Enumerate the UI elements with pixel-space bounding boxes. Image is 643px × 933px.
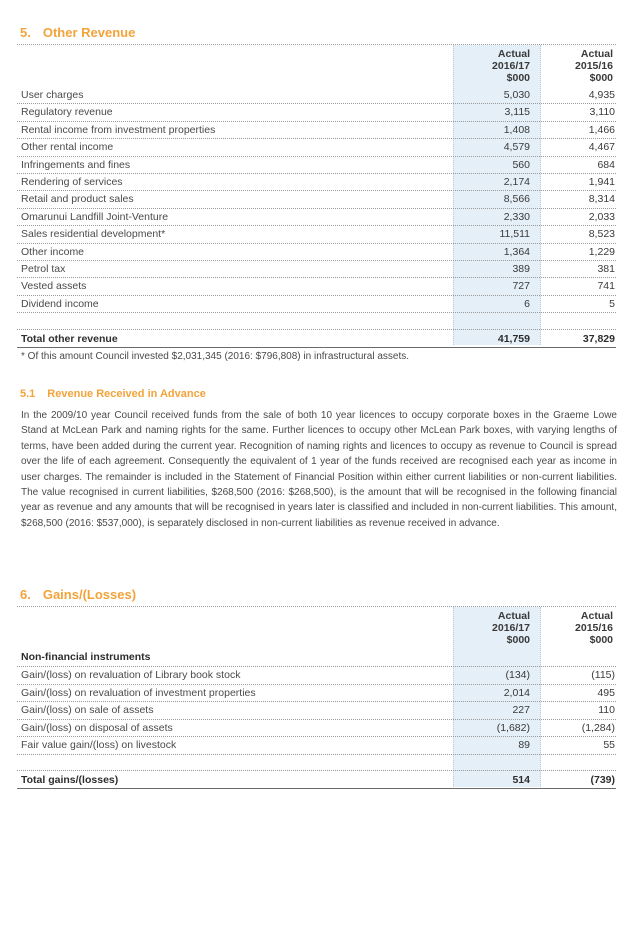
divider [17, 754, 616, 755]
row-label: Regulatory revenue [21, 106, 113, 119]
table-subheading-row: Non-financial instruments [21, 651, 151, 663]
prior-year-value: 5 [609, 297, 615, 310]
divider [17, 788, 616, 789]
current-year-value: (134) [505, 669, 530, 681]
current-year-value: 2,330 [503, 210, 530, 223]
prior-year-value: 8,314 [588, 193, 615, 206]
row-label: Infringements and fines [21, 158, 131, 171]
current-year-value: (1,682) [496, 721, 530, 734]
row-label: Dividend income [21, 297, 99, 310]
prior-year-value: 381 [597, 263, 615, 275]
table-row [0, 737, 643, 754]
table-row [0, 720, 643, 737]
prior-year-value: 4,467 [588, 141, 615, 154]
current-year-value: 89 [518, 739, 530, 752]
row-label: Petrol tax [21, 263, 66, 275]
current-year-value: 1,364 [503, 245, 530, 258]
section-number: 6. [20, 587, 31, 602]
divider [17, 329, 616, 330]
prior-year-value: 495 [597, 686, 615, 699]
table-row [0, 226, 643, 243]
table-row [0, 261, 643, 278]
current-year-value: 389 [512, 263, 530, 275]
current-year-value: 727 [512, 280, 530, 293]
current-year-value: 11,511 [499, 228, 530, 241]
current-year-value: 6 [524, 297, 530, 310]
row-label: Rental income from investment properties [21, 123, 216, 136]
row-label: Omarunui Landfill Joint-Venture [21, 210, 169, 223]
table-row [0, 87, 643, 104]
row-label: Sales residential development* [21, 228, 166, 241]
row-label: Vested assets [21, 280, 87, 293]
prior-year-value: 110 [598, 704, 615, 717]
prior-year-value: 55 [603, 739, 615, 752]
section-6-title [20, 587, 136, 602]
table-row [0, 157, 643, 174]
prior-year-value: (115) [591, 669, 615, 681]
table-row [0, 244, 643, 261]
section-heading: Other Revenue [42, 25, 136, 40]
column-header-current-year: Actual 2016/17 $000 [492, 48, 530, 84]
prior-year-value: 3,110 [589, 106, 615, 119]
table-row [0, 104, 643, 121]
prior-year-value: (1,284) [581, 721, 615, 734]
current-year-value: 1,408 [503, 123, 530, 136]
table-total-row: Total other revenue 41,759 37,829 [21, 333, 615, 345]
prior-year-value: 2,033 [588, 210, 615, 223]
body-paragraph: In the 2009/10 year Council received funds from the sale of both 10 year licences to occupy corporate boxes in the Graeme Lowe Stand at McLean Park and naming rights for the same. Further licences to occupy other McLean Park boxes, with varying lengths of terms, have been added during the current year. Recognition of naming rights and licences to occupy as revenue to Council is spread over the life of each agreement. Consequently the equivalent of 1 year of the funds received are recognised each year as income in user charges. The remainder is included in the Statement of Financial Position within either current liabilities or non-current liabilities. The value recognised in current liabilities, $268,500 (2016: $268,500), is the amount that will be recognised in the following financial year as revenue and any amounts that will be recognised in years later is classified and included in non-current liabilities. This amount, $268,500 (2016: $537,000), is separately disclosed in non-current liabilities as revenue received in advance. [21, 410, 617, 529]
section-5-1-title [20, 388, 206, 400]
footnote: * Of this amount Council invested $2,031,345 (2016: $796,808) in infrastructural assets. [21, 351, 410, 362]
row-label: User charges [21, 89, 84, 101]
divider [17, 312, 616, 313]
column-header-current-year: Actual 2016/17 $000 [492, 610, 530, 646]
table-row [0, 296, 643, 313]
prior-year-value: 1,229 [588, 245, 615, 258]
table-row [0, 685, 643, 702]
row-label: Retail and product sales [21, 193, 134, 206]
current-year-value: 4,579 [503, 141, 530, 154]
current-year-value: 2,174 [503, 176, 530, 188]
table-row [0, 174, 643, 191]
row-label: Other rental income [21, 141, 114, 154]
row-label: Rendering of services [21, 176, 123, 188]
section-number: 5. [20, 25, 31, 40]
row-label: Other income [21, 245, 85, 258]
table-row [0, 191, 643, 208]
table-row [0, 209, 643, 226]
section-number: 5.1 [20, 388, 36, 400]
row-label: Fair value gain/(loss) on livestock [21, 739, 177, 752]
divider [17, 770, 616, 771]
row-label: Gain/(loss) on sale of assets [21, 704, 154, 717]
prior-year-value: 741 [597, 280, 615, 293]
section-heading: Gains/(Losses) [42, 587, 137, 602]
row-label: Gain/(loss) on disposal of assets [21, 721, 173, 734]
current-year-value: 8,566 [503, 193, 530, 206]
current-year-value: 2,014 [503, 686, 530, 699]
prior-year-value: 684 [597, 158, 615, 171]
section-heading: Revenue Received in Advance [47, 388, 206, 400]
row-label: Gain/(loss) on revaluation of investment properties [21, 686, 256, 699]
column-header-prior-year: Actual 2015/16 $000 [575, 48, 613, 84]
table-row [0, 702, 643, 719]
current-year-value: 3,115 [504, 106, 530, 119]
column-header-prior-year: Actual 2015/16 $000 [575, 610, 613, 646]
row-label: Gain/(loss) on revaluation of Library book stock [21, 669, 241, 681]
table-row [0, 122, 643, 139]
current-year-value: 560 [512, 158, 530, 171]
section-5-title [20, 25, 135, 40]
prior-year-value: 1,941 [588, 176, 615, 188]
prior-year-value: 1,466 [588, 123, 615, 136]
table-total-row: Total gains/(losses) 514 (739) [21, 774, 615, 786]
prior-year-value: 8,523 [588, 228, 615, 241]
current-year-value: 5,030 [503, 89, 530, 101]
table-row [0, 667, 643, 684]
table-row [0, 278, 643, 295]
prior-year-value: 4,935 [588, 89, 615, 101]
table-row [0, 139, 643, 156]
current-year-value: 227 [512, 704, 530, 717]
divider [17, 347, 616, 348]
